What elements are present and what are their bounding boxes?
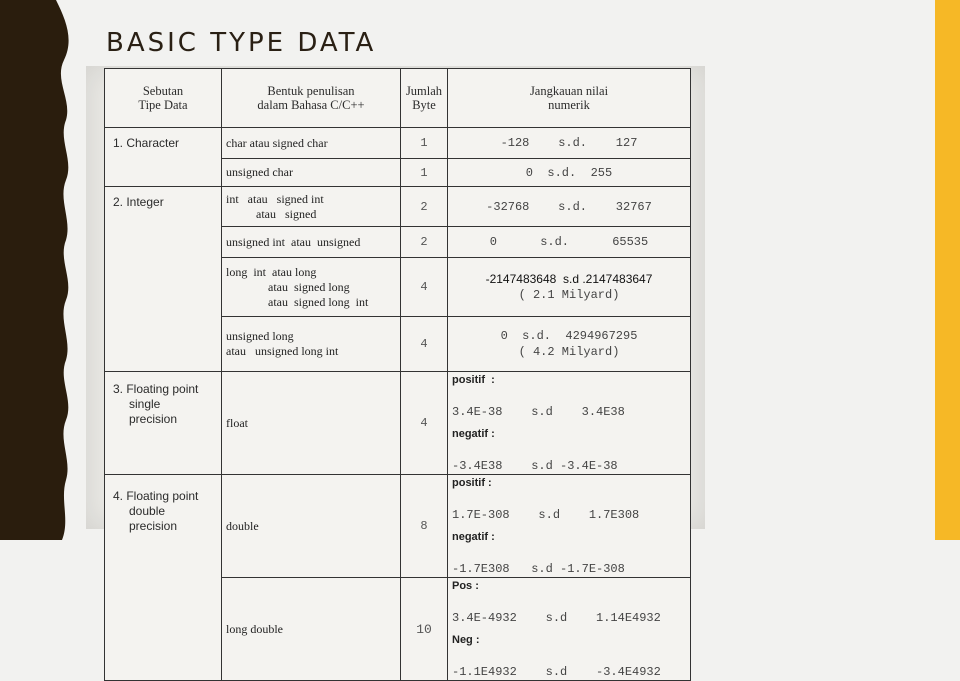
range-long: -2147483648 s.d .2147483647 ( 2.1 Milyard) <box>448 258 691 317</box>
byte-int: 2 <box>401 187 448 227</box>
table-row <box>105 372 691 475</box>
header-tipe: Sebutan Tipe Data <box>105 69 222 128</box>
byte-char: 1 <box>401 128 448 159</box>
header-bentuk: Bentuk penulisan dalam Bahasa C/C++ <box>222 69 401 128</box>
range-ldouble: Pos : 3.4E-4932 s.d 1.14E4932 Neg : -1.1E4932 s.d -3.4E4932 <box>448 578 691 681</box>
bentuk-ulong: unsigned long atau unsigned long int <box>222 317 401 372</box>
group-double: 4. Floating point double precision <box>105 475 222 681</box>
byte-ulong: 4 <box>401 317 448 372</box>
bentuk-uint: unsigned int atau unsigned <box>222 227 401 258</box>
range-double: positif : 1.7E-308 s.d 1.7E308 negatif : -1.7E308 s.d -1.7E-308 <box>448 475 691 578</box>
range-ulong: 0 s.d. 4294967295 ( 4.2 Milyard) <box>448 317 691 372</box>
bentuk-float: float <box>222 372 401 475</box>
group-character: 1. Character <box>105 128 222 187</box>
left-decorative-band <box>0 0 74 540</box>
byte-double: 8 <box>401 475 448 578</box>
range-char: -128 s.d. 127 <box>448 128 691 159</box>
table-row <box>105 475 691 578</box>
byte-float: 4 <box>401 372 448 475</box>
range-uint: 0 s.d. 65535 <box>448 227 691 258</box>
data-type-table <box>104 68 691 681</box>
range-float: positif : 3.4E-38 s.d 3.4E38 negatif : -3.4E38 s.d -3.4E-38 <box>448 372 691 475</box>
range-uchar: 0 s.d. 255 <box>448 159 691 187</box>
right-accent-band <box>935 0 960 540</box>
table-row <box>105 128 691 159</box>
group-float: 3. Floating point single precision <box>105 372 222 475</box>
bentuk-uchar: unsigned char <box>222 159 401 187</box>
range-int: -32768 s.d. 32767 <box>448 187 691 227</box>
bentuk-long: long int atau long atau signed long atau signed long int <box>222 258 401 317</box>
bentuk-ldouble: long double <box>222 578 401 681</box>
header-range: Jangkauan nilai numerik <box>448 69 691 128</box>
table-header-row <box>105 69 691 128</box>
byte-long: 4 <box>401 258 448 317</box>
byte-uchar: 1 <box>401 159 448 187</box>
byte-uint: 2 <box>401 227 448 258</box>
table-row <box>105 187 691 227</box>
slide-title: BASIC TYPE DATA <box>106 28 377 58</box>
group-integer: 2. Integer <box>105 187 222 372</box>
bentuk-double: double <box>222 475 401 578</box>
header-byte: Jumlah Byte <box>401 69 448 128</box>
bentuk-char: char atau signed char <box>222 128 401 159</box>
bentuk-int: int atau signed int atau signed <box>222 187 401 227</box>
byte-ldouble: 10 <box>401 578 448 681</box>
